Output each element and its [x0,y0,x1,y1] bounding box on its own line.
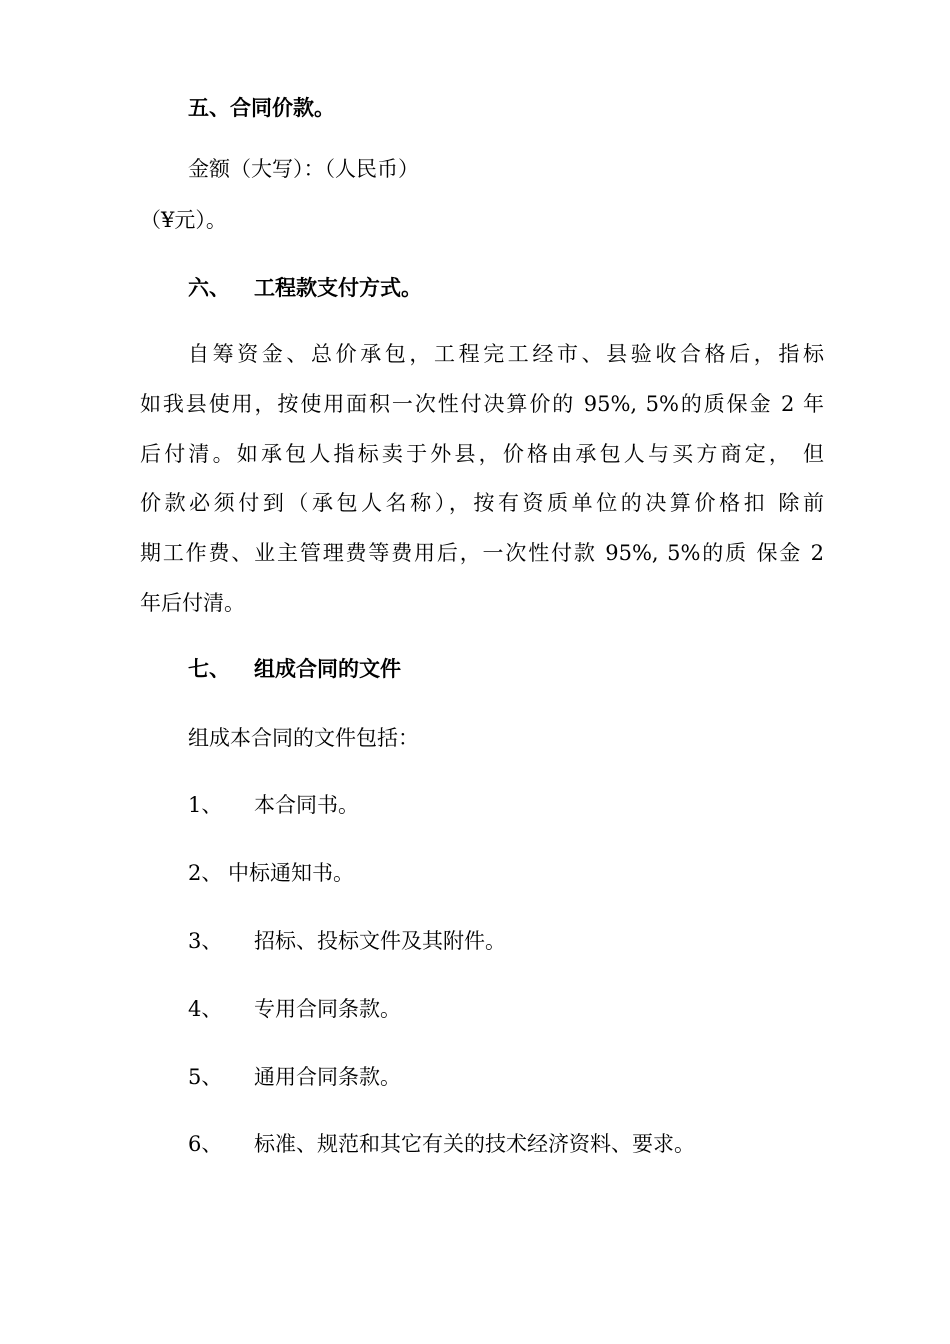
section-six-number: 六、 [188,275,230,300]
payment-paragraph-line: 年后付清。 [140,591,245,615]
section-seven-title: 组成合同的文件 [254,656,401,681]
list-item-number: 1、 [188,793,223,817]
list-item-number: 2、 [188,861,223,885]
payment-paragraph-line: 价款必须付到（承包人名称），按有资质单位的决算价格扣 除前 [140,491,824,515]
section-five-heading: 五、合同价款。 [188,95,335,120]
list-item-number: 4、 [188,997,223,1021]
payment-paragraph-line: 后付清。如承包人指标卖于外县，价格由承包人与买方商定， 但 [140,442,824,466]
section-six-title: 工程款支付方式。 [254,275,422,300]
list-item-text: 通用合同条款。 [254,1065,401,1089]
documents-intro: 组成本合同的文件包括： [188,726,419,750]
list-item-number: 6、 [188,1132,223,1156]
list-item-text: 标准、规范和其它有关的技术经济资料、要求。 [254,1132,695,1156]
amount-figure-label: （¥元）。 [140,208,227,232]
amount-words-label: 金额（大写）：（人民币） [188,157,419,181]
list-item-text: 招标、投标文件及其附件。 [254,929,506,953]
payment-paragraph-line: 期工作费、业主管理费等费用后，一次性付款 95%, 5%的质 保金 2 [140,541,824,565]
list-item-text: 中标通知书。 [228,861,354,885]
list-item-text: 本合同书。 [254,793,359,817]
list-item-number: 5、 [188,1065,223,1089]
section-seven-number: 七、 [188,656,230,681]
list-item-number: 3、 [188,929,223,953]
payment-paragraph-line: 如我县使用，按使用面积一次性付决算价的 95%, 5%的质保金 2 年 [140,392,824,416]
list-item-text: 专用合同条款。 [254,997,401,1021]
payment-paragraph-line: 自筹资金、总价承包，工程完工经市、县验收合格后，指标 [188,342,824,366]
